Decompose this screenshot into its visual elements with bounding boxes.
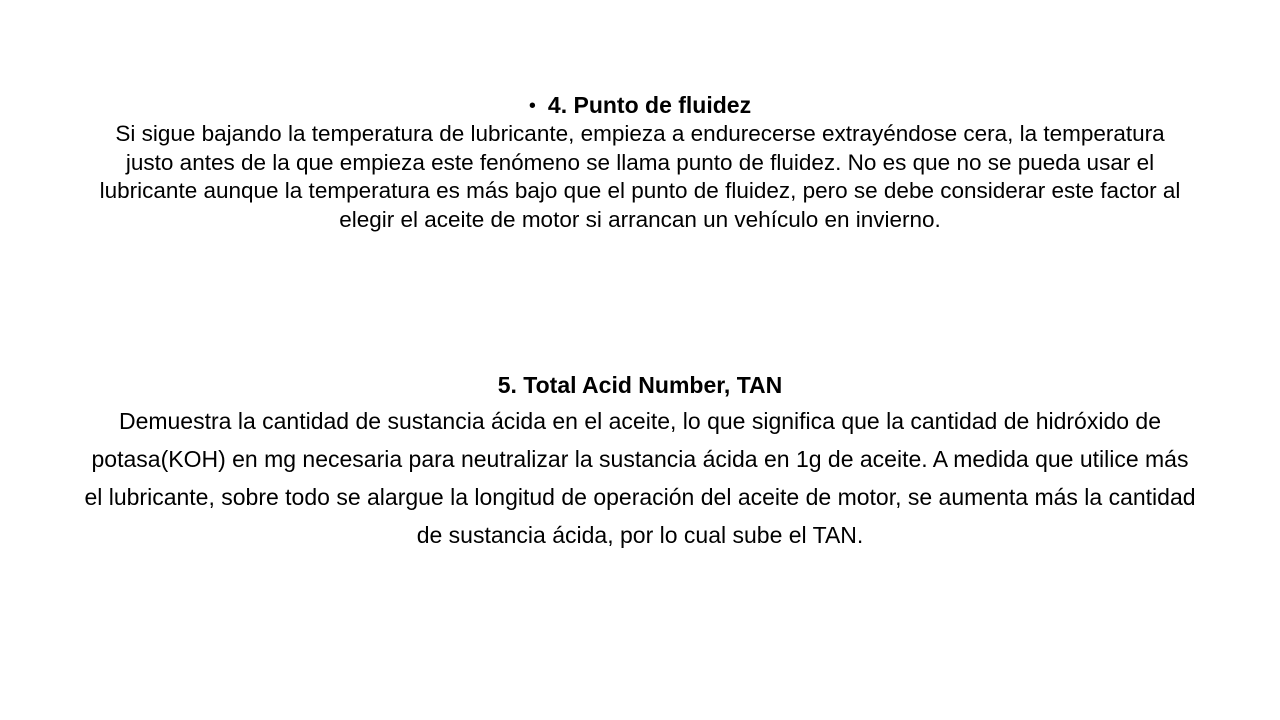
section-tan bbox=[80, 370, 1200, 554]
bullet-icon: • bbox=[528, 95, 536, 117]
section-tan-heading: 5. Total Acid Number, TAN bbox=[497, 372, 783, 398]
section-pour-point-body: Si sigue bajando la temperatura de lubricante, empieza a endurecerse extrayéndose cera, la temperatura justo antes de la que empieza este fenómeno se llama punto de fluidez. No es que no se pueda usar el lubricante aunque la temperatura es más bajo que el punto de fluidez, pero se debe considerar este factor al elegir el aceite de motor si arrancan un vehículo en invierno. bbox=[99, 121, 1181, 232]
section-pour-point-heading-line bbox=[90, 91, 1190, 120]
section-tan-body: Demuestra la cantidad de sustancia ácida en el aceite, lo que significa que la cantidad de hidróxido de potasa(KOH) en mg necesaria para neutralizar la sustancia ácida en 1g de aceite. A medida que utilice más el lubricante, sobre todo se alargue la longitud de operación del aceite de motor, se aumenta más la cantidad de sustancia ácida, por lo cual sube el TAN. bbox=[84, 408, 1196, 548]
section-pour-point-heading: 4. Punto de fluidez bbox=[547, 92, 752, 118]
section-pour-point bbox=[90, 91, 1190, 234]
